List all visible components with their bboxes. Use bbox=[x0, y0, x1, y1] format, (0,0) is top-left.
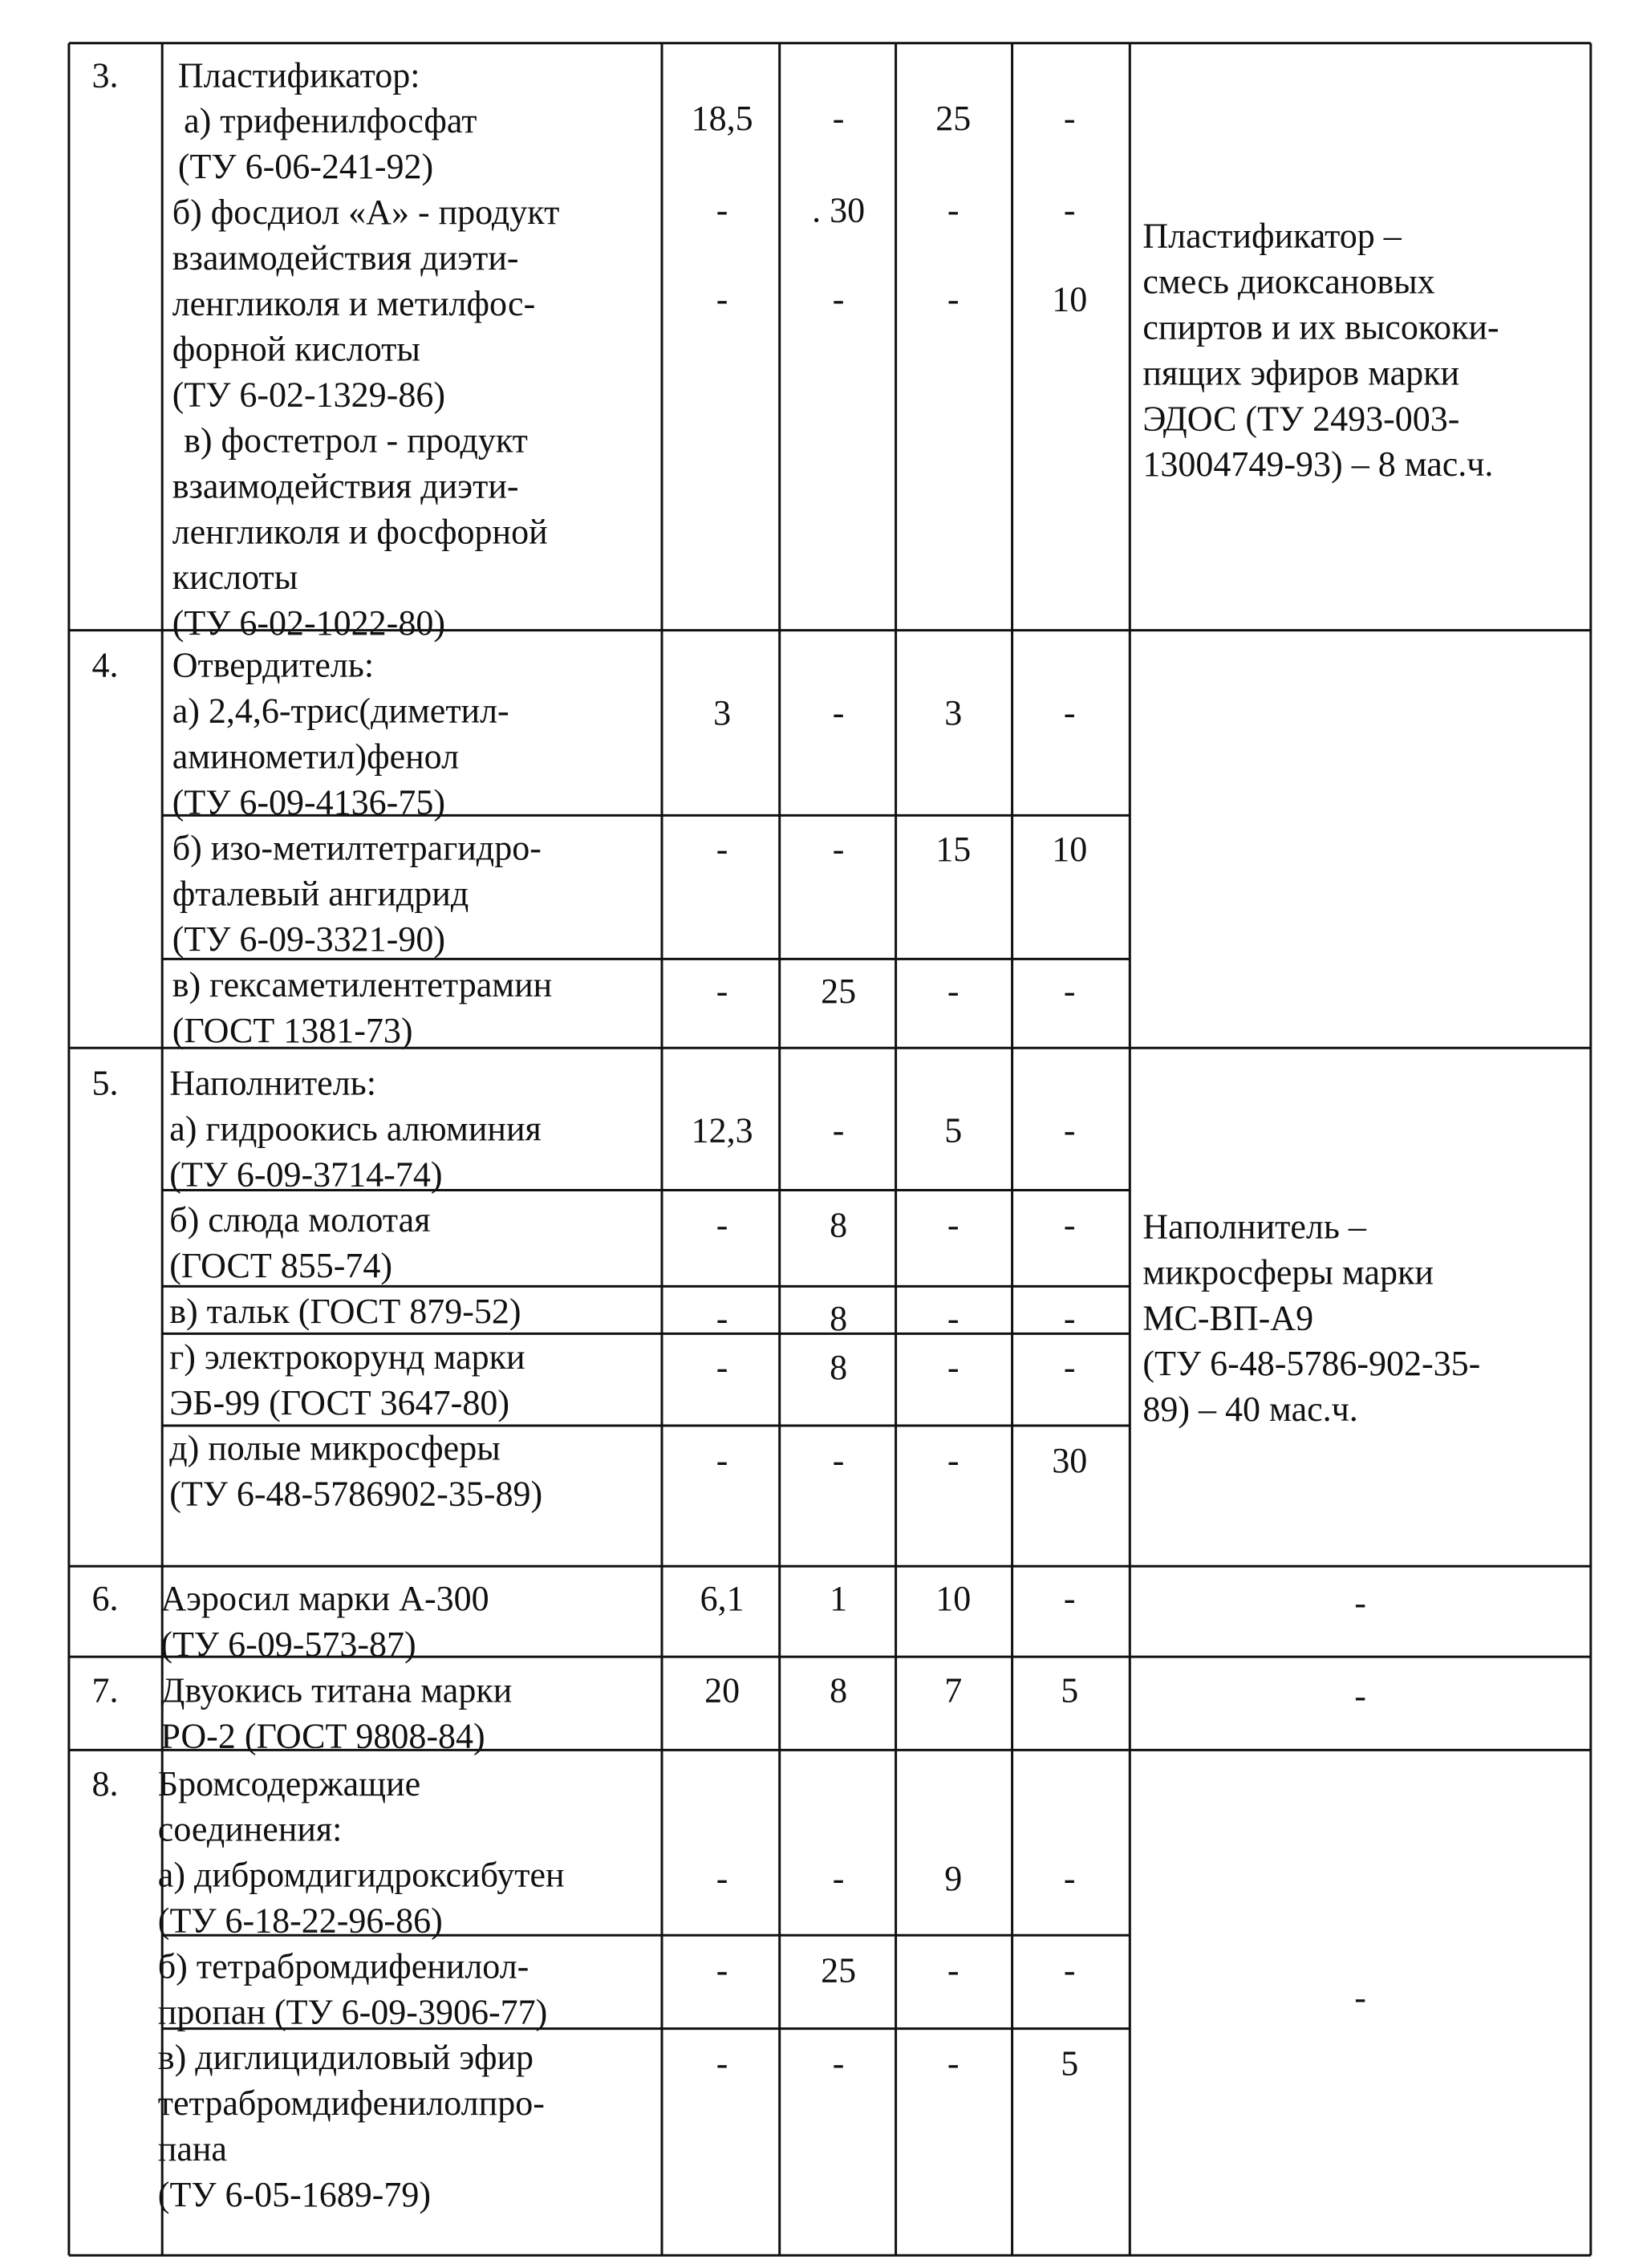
component-text: б) изо-метилтетрагидро- bbox=[172, 828, 542, 867]
table-text bbox=[92, 55, 1499, 2214]
value-cell: - bbox=[947, 1206, 960, 1245]
value-cell: - bbox=[833, 2044, 845, 2083]
value-cell: - bbox=[1064, 693, 1076, 732]
value-cell: 8 bbox=[830, 1671, 847, 1710]
row-index: 7. bbox=[92, 1671, 119, 1710]
value-cell: - bbox=[1064, 1206, 1076, 1245]
value-cell: - bbox=[716, 279, 728, 318]
value-cell: - bbox=[833, 1441, 845, 1480]
component-text: а) трифенилфосфат bbox=[184, 101, 477, 140]
value-cell: 1 bbox=[830, 1579, 847, 1618]
value-cell: - bbox=[716, 191, 728, 230]
value-cell: 7 bbox=[944, 1671, 962, 1710]
value-cell: . 30 bbox=[812, 191, 865, 230]
value-cell: 30 bbox=[1052, 1441, 1087, 1480]
value-cell: - bbox=[1064, 1111, 1076, 1150]
value-cell: - bbox=[1064, 1579, 1076, 1618]
note-text: - bbox=[1354, 1978, 1366, 2017]
value-cell: 3 bbox=[713, 693, 731, 732]
component-text: взаимодействия диэти- bbox=[172, 466, 519, 505]
component-text: (ТУ 6-02-1022-80) bbox=[172, 603, 445, 643]
value-cell: - bbox=[833, 99, 845, 138]
component-text: аминометил)фенол bbox=[172, 737, 459, 777]
component-text: г) электрокорунд марки bbox=[169, 1337, 525, 1377]
value-cell: - bbox=[947, 2044, 960, 2083]
component-text: пропан (ТУ 6-09-3906-77) bbox=[158, 1992, 547, 2031]
component-text: Двуокись титана марки bbox=[160, 1671, 512, 1710]
note-text: (ТУ 6-48-5786-902-35- bbox=[1142, 1344, 1480, 1383]
component-text: тетрабромдифенилолпро- bbox=[158, 2083, 545, 2123]
value-cell: - bbox=[947, 1348, 960, 1387]
value-cell: 5 bbox=[944, 1111, 962, 1150]
row-index: 6. bbox=[92, 1579, 119, 1618]
composition-table bbox=[0, 0, 1631, 2268]
component-text: ленгликоля и фосфорной bbox=[172, 512, 548, 551]
value-cell: 25 bbox=[821, 972, 856, 1011]
component-text: (ТУ 6-09-3714-74) bbox=[169, 1154, 442, 1194]
component-text: (ТУ 6-48-5786902-35-89) bbox=[169, 1475, 542, 1514]
note-text: микросферы марки bbox=[1142, 1252, 1434, 1292]
component-text: (ТУ 6-09-573-87) bbox=[160, 1625, 416, 1664]
note-text: спиртов и их высококи- bbox=[1142, 308, 1499, 347]
value-cell: - bbox=[1064, 99, 1076, 138]
value-cell: 10 bbox=[935, 1579, 971, 1618]
value-cell: - bbox=[947, 1441, 960, 1480]
note-text: смесь диоксановых bbox=[1142, 262, 1434, 302]
row-index: 8. bbox=[92, 1764, 119, 1803]
value-cell: - bbox=[947, 279, 960, 318]
component-text: д) полые микросферы bbox=[169, 1429, 501, 1468]
value-cell: - bbox=[833, 1111, 845, 1150]
component-text: Пластификатор: bbox=[178, 55, 420, 95]
value-cell: - bbox=[1064, 1348, 1076, 1387]
value-cell: 9 bbox=[944, 1859, 962, 1898]
component-text: а) 2,4,6-трис(диметил- bbox=[172, 692, 509, 731]
value-cell: - bbox=[947, 191, 960, 230]
note-text: - bbox=[1354, 1677, 1366, 1716]
component-text: Аэросил марки А-300 bbox=[160, 1579, 489, 1618]
component-text: (ТУ 6-09-4136-75) bbox=[172, 783, 445, 822]
note-text: Пластификатор – bbox=[1142, 217, 1402, 256]
value-cell: - bbox=[947, 972, 960, 1011]
component-text: Отвердитель: bbox=[172, 646, 374, 685]
note-text: 13004749-93) – 8 мас.ч. bbox=[1142, 444, 1493, 484]
component-text: б) тетрабромдифенилол- bbox=[158, 1946, 529, 1986]
component-text: (ТУ 6-06-241-92) bbox=[178, 147, 433, 186]
component-text: пана bbox=[158, 2129, 227, 2169]
component-text: (ГОСТ 1381-73) bbox=[172, 1011, 413, 1050]
value-cell: 6,1 bbox=[700, 1579, 744, 1618]
value-cell: - bbox=[1064, 191, 1076, 230]
value-cell: 8 bbox=[830, 1299, 847, 1338]
component-text: (ТУ 6-09-3321-90) bbox=[172, 919, 445, 959]
value-cell: - bbox=[716, 1950, 728, 1990]
row-index: 5. bbox=[92, 1064, 119, 1103]
component-text: б) фосдиол «А» - продукт bbox=[172, 193, 560, 232]
value-cell: 18,5 bbox=[692, 99, 753, 138]
component-text: взаимодействия диэти- bbox=[172, 238, 519, 278]
value-cell: - bbox=[716, 830, 728, 869]
value-cell: - bbox=[716, 1348, 728, 1387]
component-text: РО-2 (ГОСТ 9808-84) bbox=[160, 1716, 485, 1755]
component-text: ЭБ-99 (ГОСТ 3647-80) bbox=[169, 1383, 509, 1422]
component-text: (ТУ 6-02-1329-86) bbox=[172, 375, 445, 415]
value-cell: - bbox=[833, 1859, 845, 1898]
value-cell: 15 bbox=[935, 830, 971, 869]
component-text: Бромсодержащие bbox=[158, 1764, 420, 1803]
value-cell: 12,3 bbox=[692, 1111, 753, 1150]
component-text: в) гексаметилентетрамин bbox=[172, 965, 552, 1004]
note-text: пящих эфиров марки bbox=[1142, 353, 1459, 392]
value-cell: - bbox=[1064, 1299, 1076, 1338]
value-cell: 3 bbox=[944, 693, 962, 732]
note-text: МС-ВП-А9 bbox=[1142, 1298, 1313, 1337]
value-cell: - bbox=[833, 693, 845, 732]
value-cell: - bbox=[947, 1950, 960, 1990]
value-cell: 8 bbox=[830, 1348, 847, 1387]
component-text: фталевый ангидрид bbox=[172, 874, 469, 913]
row-index: 3. bbox=[92, 55, 119, 95]
value-cell: - bbox=[1064, 1859, 1076, 1898]
value-cell: - bbox=[1064, 972, 1076, 1011]
note-text: 89) – 40 мас.ч. bbox=[1142, 1390, 1357, 1429]
note-text: ЭДОС (ТУ 2493-003- bbox=[1142, 399, 1459, 438]
value-cell: 5 bbox=[1061, 2044, 1078, 2083]
value-cell: 10 bbox=[1052, 830, 1087, 869]
component-text: (ГОСТ 855-74) bbox=[169, 1246, 392, 1285]
value-cell: 10 bbox=[1052, 279, 1087, 318]
value-cell: - bbox=[1064, 1950, 1076, 1990]
value-cell: - bbox=[716, 1299, 728, 1338]
value-cell: 20 bbox=[704, 1671, 740, 1710]
component-text: б) слюда молотая bbox=[169, 1200, 430, 1239]
value-cell: 8 bbox=[830, 1206, 847, 1245]
component-text: в) диглицидиловый эфир bbox=[158, 2038, 534, 2077]
value-cell: 5 bbox=[1061, 1671, 1078, 1710]
component-text: Наполнитель: bbox=[169, 1064, 376, 1103]
value-cell: - bbox=[947, 1299, 960, 1338]
note-text: - bbox=[1354, 1583, 1366, 1622]
value-cell: - bbox=[716, 2044, 728, 2083]
row-index: 4. bbox=[92, 646, 119, 685]
value-cell: 25 bbox=[821, 1950, 856, 1990]
value-cell: - bbox=[833, 830, 845, 869]
component-text: ленгликоля и метилфос- bbox=[172, 284, 536, 323]
component-text: кислоты bbox=[172, 558, 298, 597]
value-cell: - bbox=[833, 279, 845, 318]
component-text: в) тальк (ГОСТ 879-52) bbox=[169, 1292, 521, 1331]
component-text: соединения: bbox=[158, 1810, 343, 1849]
value-cell: - bbox=[716, 1859, 728, 1898]
component-text: форной кислоты bbox=[172, 330, 420, 369]
value-cell: - bbox=[716, 972, 728, 1011]
component-text: (ТУ 6-18-22-96-86) bbox=[158, 1901, 443, 1941]
component-text: (ТУ 6-05-1689-79) bbox=[158, 2175, 431, 2214]
component-text: а) гидроокись алюминия bbox=[169, 1109, 542, 1148]
value-cell: - bbox=[716, 1206, 728, 1245]
note-text: Наполнитель – bbox=[1142, 1207, 1367, 1246]
component-text: в) фостетрол - продукт bbox=[184, 421, 528, 460]
component-text: а) дибромдигидроксибутен bbox=[158, 1856, 565, 1895]
value-cell: - bbox=[716, 1441, 728, 1480]
value-cell: 25 bbox=[935, 99, 971, 138]
